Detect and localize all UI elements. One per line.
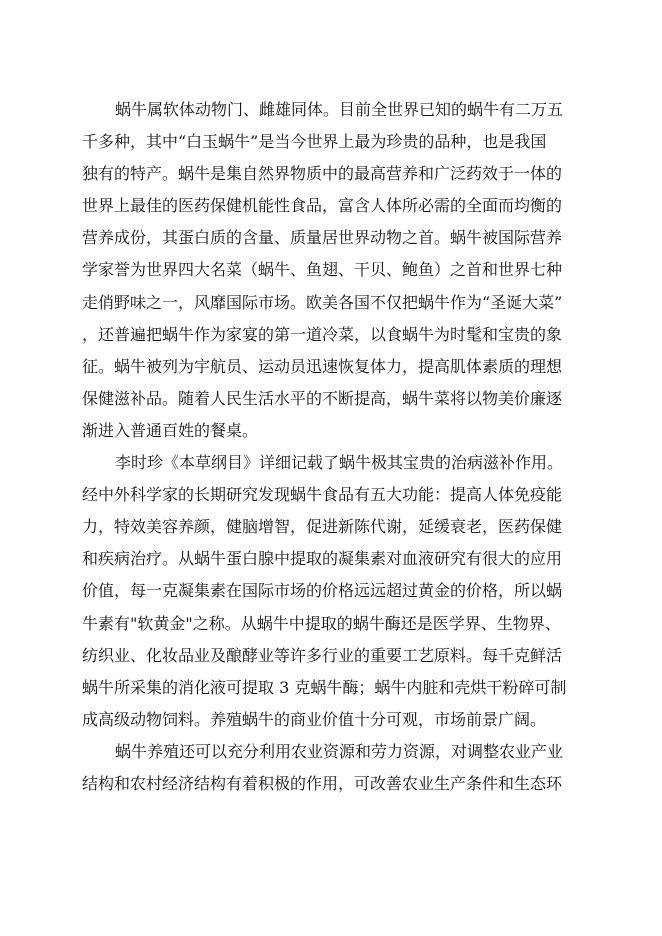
- text-line: 和疾病治疗。从蜗牛蛋白腺中提取的凝集素对血液研究有很大的应用: [82, 549, 563, 569]
- text-line: 世界上最佳的医药保健机能性食品，富含人体所必需的全面而均衡的: [82, 196, 563, 216]
- text-line: 独有的特产。蜗牛是集自然界物质中的最高营养和广泛药效于一体的: [82, 164, 563, 184]
- text-line: 走俏野味之一，风靡国际市场。欧美各国不仅把蜗牛作为“圣诞大菜”: [82, 292, 563, 312]
- text-line: 结构和农村经济结构有着积极的作用，可改善农业生产条件和生态环: [82, 773, 563, 793]
- text-line: 纺织业、化妆品业及酿酵业等许多行业的重要工艺原料。每千克鲜活: [82, 645, 563, 665]
- text-line: 千多种，其中“白玉蜗牛”是当今世界上最为珍贵的品种，也是我国: [82, 132, 547, 152]
- text-line: ，还普遍把蜗牛作为家宴的第一道冷菜，以食蜗牛为时髦和宝贵的象: [82, 324, 563, 344]
- text-line: 征。蜗牛被列为宇航员、运动员迅速恢复体力，提高肌体素质的理想: [82, 356, 563, 376]
- text-line: 成高级动物饲料。养殖蜗牛的商业价值十分可观，市场前景广阔。: [82, 709, 547, 729]
- text-line: 牛素有"软黄金"之称。从蜗牛中提取的蜗牛酶还是医学界、生物界、: [82, 613, 561, 633]
- text-line: 渐进入普通百姓的餐桌。: [82, 420, 259, 440]
- paragraph-snail-farming: [82, 736, 592, 800]
- text-line: 营养成份，其蛋白质的含量、质量居世界动物之首。蜗牛被国际营养: [82, 228, 563, 248]
- text-line: 李时珍《本草纲目》详细记载了蜗牛极其宝贵的治病滋补作用。: [115, 453, 564, 473]
- text-line: 经中外科学家的长期研究发现蜗牛食品有五大功能：提高人体免疫能: [82, 485, 563, 505]
- text-line: 保健滋补品。随着人民生活水平的不断提高，蜗牛菜将以物美价廉逐: [82, 388, 563, 408]
- text-line: 学家誉为世界四大名菜（蜗牛、鱼翅、干贝、鲍鱼）之首和世界七种: [82, 260, 563, 280]
- text-line: 蜗牛属软体动物门、雌雄同体。目前全世界已知的蜗牛有二万五: [115, 100, 564, 119]
- paragraph-snail-functions: [82, 447, 592, 736]
- text-line: 蜗牛养殖还可以充分利用农业资源和劳力资源，对调整农业产业: [115, 741, 564, 761]
- text-line: 力，特效美容养颜，健脑增智，促进新陈代谢，延缓衰老，医药保健: [82, 517, 563, 537]
- text-line: 蜗牛所采集的消化液可提取 3 克蜗牛酶；蜗牛内脏和壳烘干粉碎可制: [82, 677, 567, 697]
- paragraph-snail-overview: [82, 94, 592, 447]
- text-line: 价值，每一克凝集素在国际市场的价格远远超过黄金的价格，所以蜗: [82, 581, 563, 601]
- document-body: [82, 94, 592, 800]
